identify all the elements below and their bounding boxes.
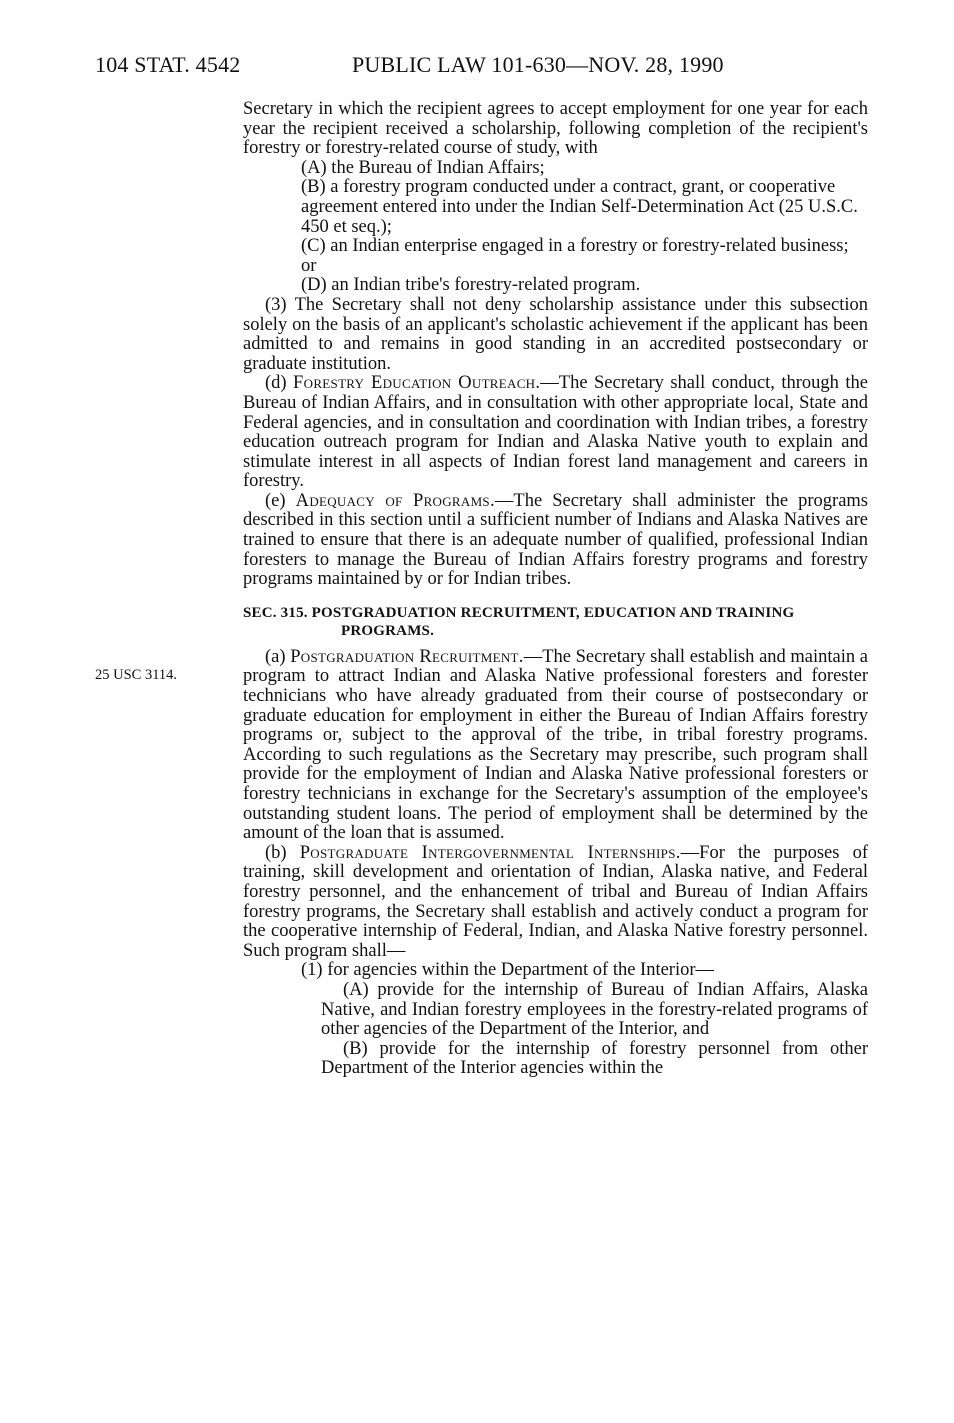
margin-citation: 25 USC 3114. [95,667,178,683]
list-item-d: (D) an Indian tribe's forestry-related program. [301,275,641,296]
section-heading: SEC. 315. POSTGRADUATION RECRUITMENT, EDUCATION AND TRAINING PROGRAMS. [243,604,795,639]
document-body [243,100,868,1079]
paragraph-b1: (1) for agencies within the Department of the Interior— [301,960,715,981]
paragraph-b1a: (A) provide for the internship of Bureau of Indian Affairs, Alaska Native, and Indian forestry employees in the forestry-related programs of other agencies of the Department of the Interior, and [321,979,868,1040]
subsection-a-heading: Postgraduation Recruitment. [290,646,524,667]
stat-page-number: 104 STAT. 4542 [95,52,241,77]
paragraph-b1b: (B) provide for the internship of forestry personnel from other Department of the Interior agencies within the [321,1038,868,1079]
subsection-d-heading: Forestry Education Outreach. [293,373,541,394]
subsection-a: (a) Postgraduation Recruitment.—The Secretary shall establish and maintain a program to attract Indian and Alaska Native professional foresters and forester technicians who have already graduated from their course of postsecondary or graduate education for employment in either the Bureau of Indian Affairs forestry programs or, subject to the approval of the tribe, in tribal forestry programs. According to such regulations as the Secretary may prescribe, such program shall provide for the employment of Indian and Alaska Native professional foresters or forestry technicians in exchange for the Secretary's assumption of the employee's outstanding student loans. The period of employment shall be determined by the amount of the loan that is assumed. [243,646,868,844]
list-item-a: (A) the Bureau of Indian Affairs; [301,157,545,178]
subsection-d: (d) Forestry Education Outreach.—The Secretary shall conduct, through the Bureau of Indian Affairs, and in consultation with other appropriate local, State and Federal agencies, and in consultation and coordination with Indian tribes, a forestry education outreach program for Indian and Alaska Native youth to explain and stimulate interest in all aspects of Indian forest land management and careers in forestry. [243,373,868,492]
subsection-e: (e) Adequacy of Programs.—The Secretary shall administer the programs described in this section until a sufficient number of Indians and Alaska Natives are trained to ensure that there is an adequate number of qualified, professional Indian foresters to manage the Bureau of Indian Affairs forestry programs and forestry programs maintained by or for Indian tribes. [243,490,869,590]
subsection-b: (b) Postgraduate Intergovernmental Internships.—For the purposes of training, skill development and orientation of Indian, Alaska native, and Federal forestry personnel, and the enhancement of tribal and Bureau of Indian Affairs forestry programs, the Secretary shall establish and actively conduct a program for the cooperative internship of Federal, Indian, and Alaska Native forestry personnel. Such program shall— [243,842,868,961]
list-item-c: (C) an Indian enterprise engaged in a forestry or forestry-related business; or [301,236,849,276]
public-law-title: PUBLIC LAW 101-630—NOV. 28, 1990 [352,52,724,77]
paragraph-continuation: Secretary in which the recipient agrees to accept employment for one year for each year the recipient received a scholarship, following completion of the recipient's forestry or forestry-related course of study, with [243,99,868,159]
subsection-e-heading: Adequacy of Programs. [295,490,495,511]
subsection-b-heading: Postgraduate Intergovernmental Internships. [299,842,681,863]
paragraph-3: (3) The Secretary shall not deny scholarship assistance under this subsection solely on the basis of an applicant's scholastic achievement if the applicant has been admitted to and remains in good standing in an accredited postsecondary or graduate institution. [243,294,868,374]
list-item-b: (B) a forestry program conducted under a contract, grant, or cooperative agreement entered into under the Indian Self-Determination Act (25 U.S.C. 450 et seq.); [301,177,858,237]
